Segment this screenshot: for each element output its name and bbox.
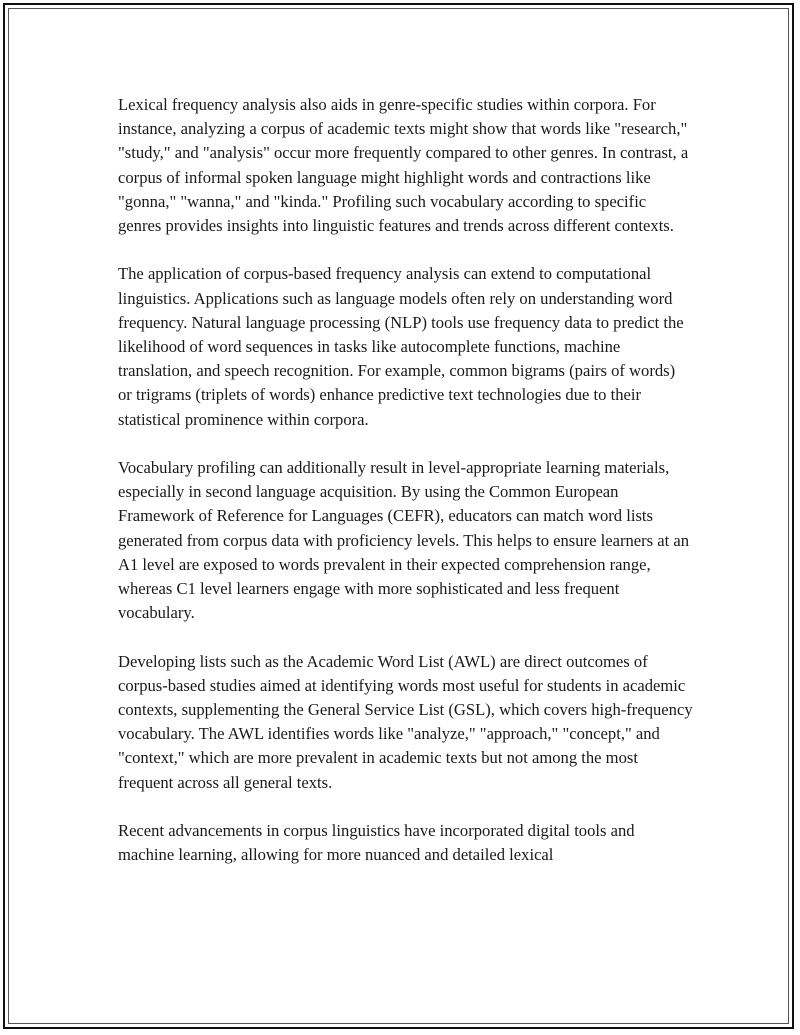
paragraph-computational-linguistics: The application of corpus-based frequency analysis can extend to computational linguistics. Applications such as language models often rely on understanding word frequency. Natural language processing (NLP) tools use frequency data to predict the likelihood of word sequences in tasks like autocomplete functions, machine translation, and speech recognition. For example, common bigrams (pairs of words) or trigrams (triplets of words) enhance predictive text technologies due to their statistical prominence within corpora. [118,264,684,429]
paragraph-academic-word-list: Developing lists such as the Academic Word List (AWL) are direct outcomes of corpus-based studies aimed at identifying words most useful for students in academic contexts, supplementing the General Service List (GSL), which covers high-frequency vocabulary. The AWL identifies words like "analyze," "approach," "concept," and "context," which are more prevalent in academic texts but not among the most frequent across all general texts. [118,651,693,792]
document-page [3,3,794,1029]
document-body [118,93,693,892]
paragraph-vocabulary-profiling: Vocabulary profiling can additionally result in level-appropriate learning materials, especially in second language acquisition. By using the Common European Framework of Reference for Languages (CEFR), educators can match word lists generated from corpus data with proficiency levels. This helps to ensure learners at an A1 level are exposed to words prevalent in their expected comprehension range, whereas C1 level learners engage with more sophisticated and less frequent vocabulary. [118,458,690,623]
paragraph-genre-studies: Lexical frequency analysis also aids in genre-specific studies within corpora. For instance, analyzing a corpus of academic texts might show that words like "research," "study," and "analysis" occur more frequently compared to other genres. In contrast, a corpus of informal spoken language might highlight words and contractions like "gonna," "wanna," and "kinda." Profiling such vocabulary according to specific genres provides insights into linguistic features and trends across different contexts. [118,95,689,236]
paragraph-recent-advancements: Recent advancements in corpus linguistics have incorporated digital tools and machine learning, allowing for more nuanced and detailed lexical [118,821,635,865]
